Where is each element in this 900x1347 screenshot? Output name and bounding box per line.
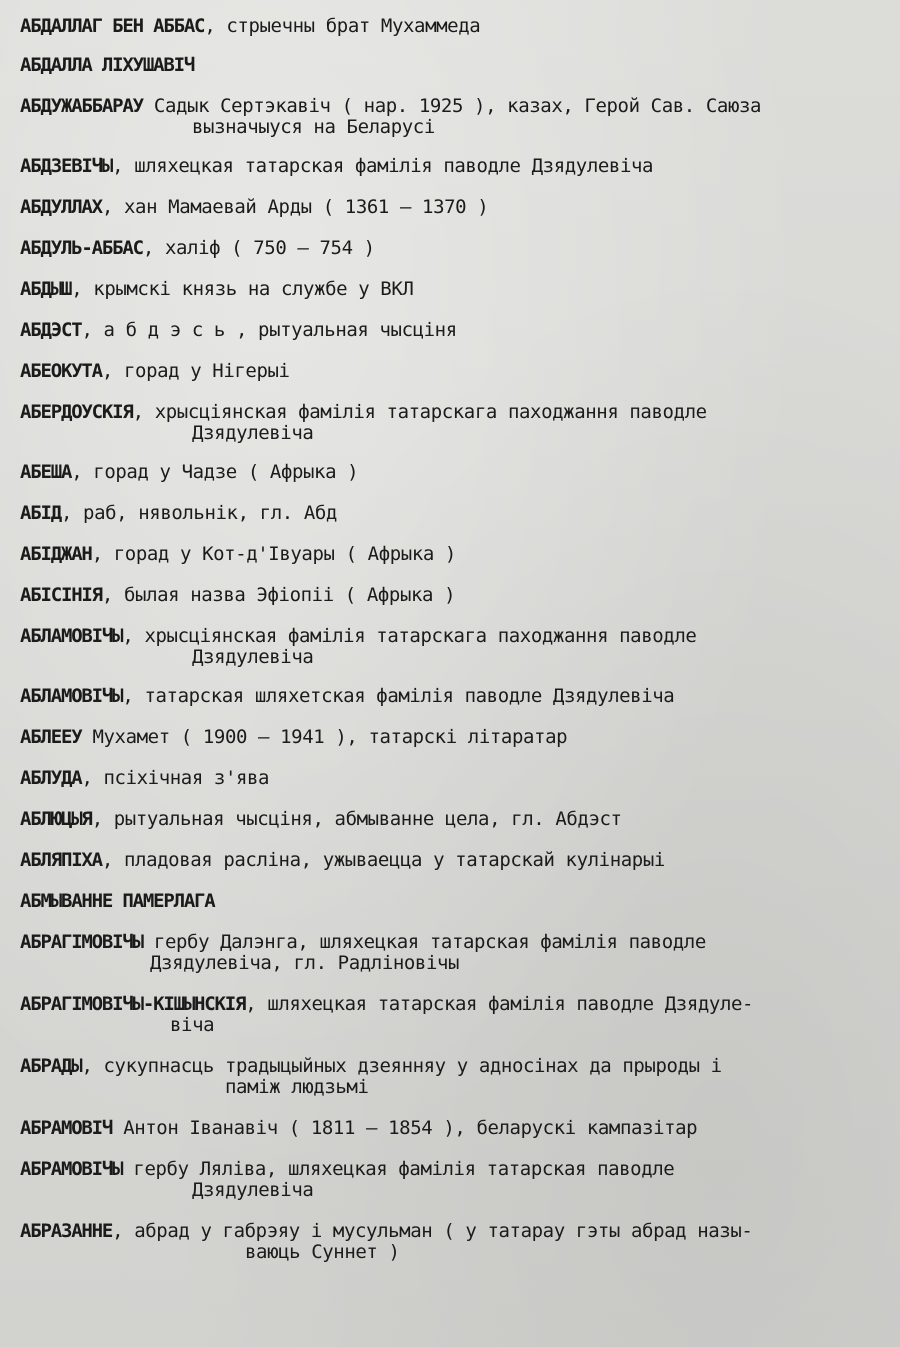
entry-term: АБРАДЫ [20, 1056, 82, 1077]
entry-term: АБДЗЕВІЧЫ [20, 156, 113, 177]
entry-term: АБІД [20, 503, 61, 524]
entry-continuation: ваюць Суннет ) [245, 1241, 400, 1263]
entry-text: , сукупнасць традыцыйных дзеянняу у адносінах да прыроды і [81, 1056, 722, 1077]
entry-term: АБМЫВАННЕ ПАМЕРЛАГА [20, 891, 215, 912]
dictionary-entry [20, 197, 892, 218]
dictionary-entry [20, 544, 892, 565]
entry-text: , хан Мамаевай Арды ( 1361 — 1370 ) [101, 197, 489, 218]
entry-text: , псіхічная з'ява [81, 768, 270, 789]
entry-term: АБРАГІМОВІЧЫ-КІШЫНСКІЯ [20, 994, 246, 1015]
entry-term: АБДУЛЬ-АББАС [20, 238, 143, 259]
dictionary-entry [20, 686, 892, 707]
entry-text: , крымскі князь на службе у ВКЛ [71, 279, 414, 300]
entry-term: АБРАЗАННЕ [20, 1221, 113, 1242]
entry-text: Мухамет ( 1900 — 1941 ), татарскі літаратар [81, 727, 568, 748]
entry-text: , горад у Чадзе ( Афрыка ) [71, 462, 359, 483]
entry-term: АБЛЯПІХА [20, 850, 102, 871]
entry-term: АБДАЛЛА ЛІХУШАВІЧ [20, 55, 195, 76]
entry-term: АБІДЖАН [20, 544, 92, 565]
entry-text: гербу Далэнга, шляхецкая татарская фамілія паводле [142, 932, 706, 953]
dictionary-entry [20, 768, 892, 789]
entry-term: АБЛЮЦЫЯ [20, 809, 92, 830]
dictionary-entry [20, 402, 892, 444]
entry-text: Антон Іванавіч ( 1811 — 1854 ), беларускі кампазітар [112, 1118, 698, 1139]
entry-continuation: Дзядулевіча [192, 422, 314, 444]
entry-term: АБДАЛЛАГ БЕН АББАС [20, 16, 205, 37]
dictionary-entry [20, 891, 892, 912]
dictionary-entry [20, 1159, 892, 1201]
entry-term: АБЛАМОВІЧЫ [20, 686, 123, 707]
entry-text: , а б д э с ь , рытуальная чысціня [81, 320, 457, 341]
dictionary-entry [20, 1118, 892, 1139]
entry-continuation: Дзядулевіча, гл. Радліновічы [150, 952, 460, 974]
entry-term: АБРАМОВІЧ [20, 1118, 113, 1139]
entry-text: гербу Ляліва, шляхецкая фамілія татарская паводле [122, 1159, 675, 1180]
entry-term: АБРАГІМОВІЧЫ [20, 932, 143, 953]
entry-term: АБДЭСТ [20, 320, 82, 341]
entry-text: , хрысціянская фамілія татарскага паходжання паводле [132, 402, 707, 423]
entry-continuation: віча [170, 1014, 215, 1036]
entry-term: АБДУЖАББАРАУ [20, 96, 143, 117]
entry-text: , пладовая расліна, ужываецца у татарскай кулінарыі [101, 850, 665, 871]
entry-continuation: Дзядулевіча [192, 646, 314, 668]
dictionary-entry [20, 55, 892, 76]
dictionary-entry [20, 585, 892, 606]
dictionary-entry [20, 503, 892, 524]
dictionary-entry [20, 932, 892, 974]
entry-text: , стрыечны брат Мухаммеда [204, 16, 481, 37]
entry-text: , былая назва Эфіопіі ( Афрыка ) [101, 585, 456, 606]
entry-text: , хрысціянская фамілія татарскага паходжання паводле [122, 626, 697, 647]
dictionary-entry [20, 1221, 892, 1263]
entry-text: , горад у Нігерыі [101, 361, 290, 382]
entry-text: , горад у Кот-д'Івуары ( Афрыка ) [91, 544, 456, 565]
dictionary-entry [20, 626, 892, 668]
entry-term: АБДЫШ [20, 279, 72, 300]
entry-term: АБЕОКУТА [20, 361, 102, 382]
entry-term: АБЛАМОВІЧЫ [20, 626, 123, 647]
entry-text: , халіф ( 750 — 754 ) [142, 238, 375, 259]
entry-text: , рытуальная чысціня, абмыванне цела, гл. Абдэст [91, 809, 622, 830]
dictionary-entry [20, 462, 892, 483]
entry-text: , татарская шляхетская фамілія паводле Дзядулевіча [122, 686, 675, 707]
entry-term: АБІСІНІЯ [20, 585, 102, 606]
dictionary-entry [20, 238, 892, 259]
entry-text: , шляхецкая татарская фамілія паводле Дзядуле- [245, 994, 754, 1015]
dictionary-entry [20, 279, 892, 300]
entry-text: , абрад у габрэяу і мусульман ( у татарау гэты абрад назы- [112, 1221, 753, 1242]
dictionary-entry [20, 16, 892, 37]
entry-term: АБДУЛЛАХ [20, 197, 102, 218]
dictionary-entry [20, 1056, 892, 1098]
dictionary-entry [20, 320, 892, 341]
dictionary-entry [20, 994, 892, 1036]
dictionary-entry [20, 156, 892, 177]
dictionary-entry [20, 850, 892, 871]
entry-text: , шляхецкая татарская фамілія паводле Дзядулевіча [112, 156, 654, 177]
dictionary-entry [20, 727, 892, 748]
dictionary-entry-list [20, 16, 892, 1283]
entry-term: АБРАМОВІЧЫ [20, 1159, 123, 1180]
dictionary-entry [20, 96, 892, 138]
entry-continuation: вызначыуся на Беларусі [192, 116, 435, 138]
entry-term: АБЛУДА [20, 768, 82, 789]
entry-text: , раб, нявольнік, гл. Абд [60, 503, 337, 524]
dictionary-entry [20, 809, 892, 830]
entry-continuation: паміж людзьмі [225, 1076, 369, 1098]
dictionary-entry [20, 361, 892, 382]
entry-term: АБЕРДОУСКІЯ [20, 402, 133, 423]
entry-term: АБЛЕЕУ [20, 727, 82, 748]
entry-text: Садык Сертэкавіч ( нар. 1925 ), казах, Герой Сав. Саюза [142, 96, 762, 117]
entry-continuation: Дзядулевіча [192, 1179, 314, 1201]
entry-term: АБЕША [20, 462, 72, 483]
